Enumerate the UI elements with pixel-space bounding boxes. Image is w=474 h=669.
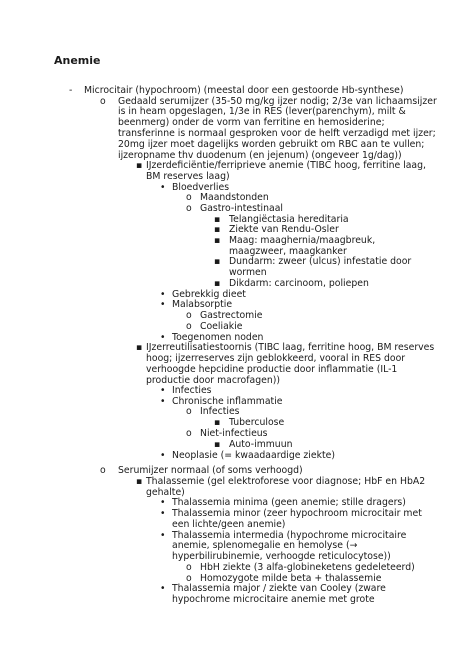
bullet-marker: • [160, 497, 166, 508]
note-line: Gedaald serumijzer (35-50 mg/kg ijzer nodig; 2/3e van lichaamsijzer [118, 96, 437, 107]
bullet-marker: ▪ [214, 235, 221, 246]
note-line: Thalassemia minima (geen anemie; stille dragers) [172, 497, 406, 508]
note-line: Dundarm: zweer (ulcus) infestatie door [229, 256, 412, 267]
bullet-marker: o [100, 465, 106, 476]
bullet-marker: • [160, 530, 166, 541]
note-line: Telangiëctasia hereditaria [229, 214, 349, 225]
bullet-marker: o [186, 428, 192, 439]
bullet-marker: o [186, 203, 192, 214]
bullet-marker: • [160, 385, 166, 396]
note-line: anemie, splenomegalie en hemolyse (→ [172, 540, 358, 551]
note-line: Malabsorptie [172, 299, 233, 310]
note-line: Thalassemie (gel elektroforese voor diagnose; HbF en HbA2 [146, 476, 426, 487]
note-line: Gastro-intestinaal [200, 203, 284, 214]
bullet-marker: • [160, 289, 166, 300]
bullet-marker: o [186, 310, 192, 321]
bullet-marker: • [160, 583, 166, 594]
note-line: Thalassemia intermedia (hypochrome microcitaire [172, 530, 407, 541]
note-line: verhoogde hepcidine productie door inflammatie (IL-1 [146, 364, 398, 375]
bullet-marker: ▪ [214, 417, 221, 428]
note-line: is in heam opgeslagen, 1/3e in RES (lever(parenchym), milt & [118, 106, 406, 117]
note-line: productie door macrofagen)) [146, 375, 280, 386]
note-line: Maag: maaghernia/maagbreuk, [229, 235, 376, 246]
note-line: Infecties [172, 385, 212, 396]
bullet-marker: o [186, 406, 192, 417]
bullet-marker: • [160, 182, 166, 193]
bullet-marker: ▪ [214, 439, 221, 450]
note-line: 20mg ijzer moet dagelijks worden gebruikt om RBC aan te vullen; [118, 139, 425, 150]
bullet-marker: ▪ [214, 214, 221, 225]
note-line: hyperbilirubinemie, verhoogde reticulocytose)) [172, 551, 391, 562]
bullet-marker: • [160, 450, 166, 461]
note-line: Infecties [200, 406, 240, 417]
note-line: Dikdarm: carcinoom, poliepen [229, 278, 369, 289]
note-line: Thalassemia minor (zeer hypochroom microcitair met [172, 508, 422, 519]
note-line: Auto-immuun [229, 439, 293, 450]
note-line: Ziekte van Rendu-Osler [229, 224, 339, 235]
note-line: IJzerreutilisatiestoornis (TIBC laag, ferritine hoog, BM reserves [146, 342, 435, 353]
note-line: Bloedverlies [172, 182, 230, 193]
bullet-marker: ▪ [214, 278, 221, 289]
note-line: Tuberculose [229, 417, 285, 428]
note-line: Toegenomen noden [172, 332, 264, 343]
bullet-marker: o [186, 192, 192, 203]
note-line: Neoplasie (= kwaadaardige ziekte) [172, 450, 335, 461]
bullet-marker: • [160, 332, 166, 343]
bullet-marker: o [186, 562, 192, 573]
note-line: Gebrekkig dieet [172, 289, 246, 300]
note-line: beenmerg) onder de vorm van ferritine en hemosiderine; [118, 117, 385, 128]
bullet-marker: ▪ [214, 224, 221, 235]
note-line: ijzeropname thv duodenum (en jejenum) (ongeveer 1g/dag)) [118, 150, 402, 161]
bullet-marker: o [186, 321, 192, 332]
bullet-marker: • [160, 299, 166, 310]
note-line: Microcitair (hypochroom) (meestal door een gestoorde Hb-synthese) [84, 85, 404, 96]
note-line: Thalassemia major / ziekte van Cooley (zware [172, 583, 386, 594]
bullet-marker: ▪ [214, 256, 221, 267]
note-line: hoog; ijzerreserves zijn geblokkeerd, vooral in RES door [146, 353, 406, 364]
note-line: Niet-infectieus [200, 428, 268, 439]
bullet-marker: • [160, 508, 166, 519]
note-line: Serumijzer normaal (of soms verhoogd) [118, 465, 303, 476]
bullet-marker: ▪ [136, 476, 143, 487]
note-line: Coeliakie [200, 321, 243, 332]
note-line: Maandstonden [200, 192, 269, 203]
note-line: een lichte/geen anemie) [172, 519, 286, 530]
bullet-marker: - [69, 85, 73, 96]
bullet-marker: ▪ [136, 160, 143, 171]
bullet-marker: • [160, 396, 166, 407]
note-line: wormen [229, 267, 267, 278]
bullet-marker: ▪ [136, 342, 143, 353]
note-line: HbH ziekte (3 alfa-globineketens gedeleteerd) [200, 562, 415, 573]
document-title: Anemie [54, 54, 101, 67]
note-line: IJzerdeficiëntie/ferriprieve anemie (TIBC hoog, ferritine laag, [146, 160, 426, 171]
note-line: Gastrectomie [200, 310, 263, 321]
note-line: BM reserves laag) [146, 171, 230, 182]
note-line: maagzweer, maagkanker [229, 246, 347, 257]
note-line: transferinne is normaal gesproken voor de helft verzadigd met ijzer; [118, 128, 436, 139]
bullet-marker: o [100, 96, 106, 107]
note-line: gehalte) [146, 487, 185, 498]
note-line: hypochrome microcitaire anemie met grote [172, 594, 375, 605]
bullet-marker: o [186, 573, 192, 584]
note-line: Chronische inflammatie [172, 396, 283, 407]
note-line: Homozygote milde beta + thalassemie [200, 573, 382, 584]
